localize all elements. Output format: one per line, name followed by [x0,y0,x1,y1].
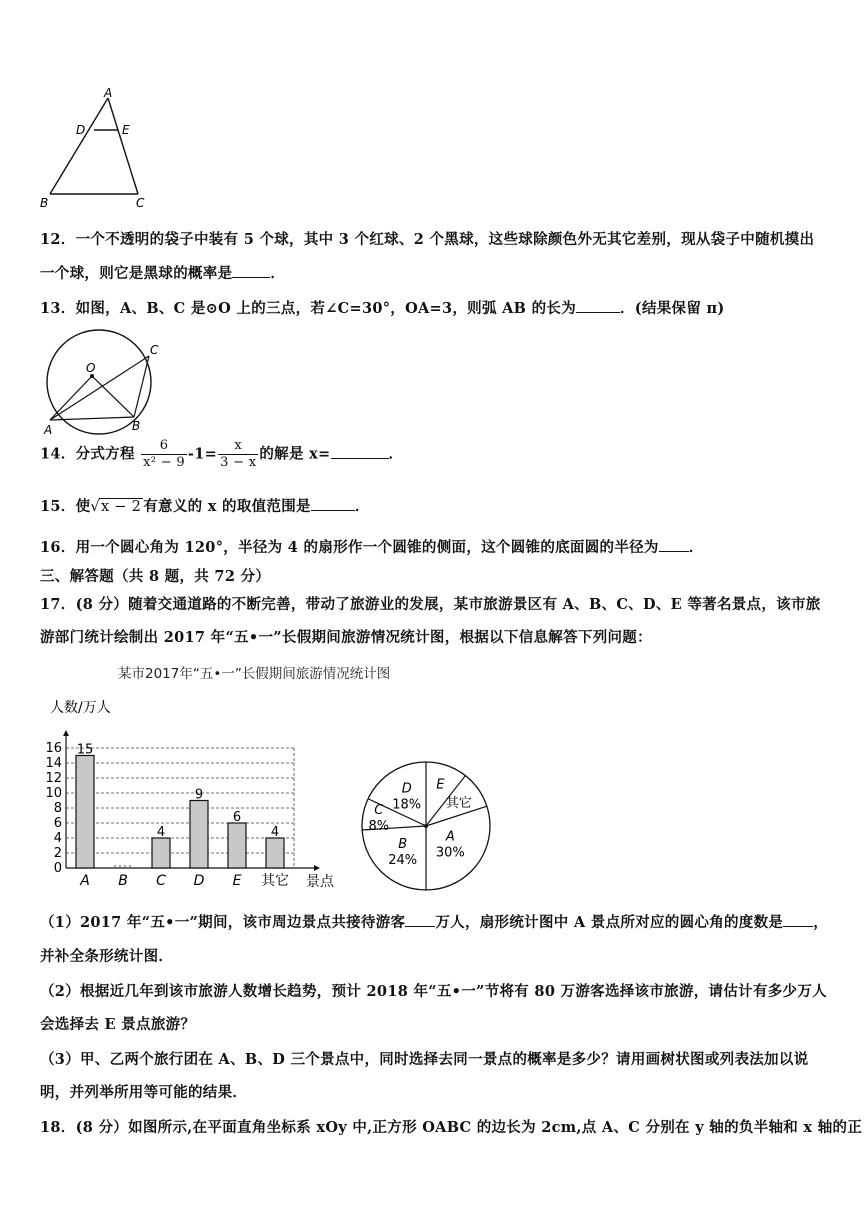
bar-其它 [266,838,284,868]
slice-label-E: E [436,777,445,793]
y-axis-arrow [63,730,69,736]
q16-answer-blank[interactable] [659,539,689,552]
slice-label-C: C [374,803,384,819]
q12-line2: 一个球，则它是黑球的概率是 ． [40,265,286,282]
label-d: D [76,123,86,137]
x-axis-arrow [314,865,320,871]
slice-label-B: B [398,836,408,852]
slice-label-D: D [401,781,412,797]
y-tick-label: 14 [45,756,62,771]
triangle-figure [36,88,156,212]
chart-title: 某市2017年“五•一”长假期间旅游情况统计图 [118,666,391,682]
q17-blank-visitors[interactable] [405,914,435,927]
q14-answer-blank[interactable] [331,446,389,459]
label-c: C [150,343,159,357]
x-tick-label: 其它 [261,873,289,889]
y-tick-label: 2 [53,846,62,861]
q12-answer-blank[interactable] [232,265,270,278]
bar-C [152,838,170,868]
slice-label-其它: 其它 [445,796,472,812]
q17-line2: 游部门统计绘制出 2017 年“五•一”长假期间旅游情况统计图，根据以下信息解答下列问题： [40,629,652,646]
label-c: C [136,196,145,210]
label-b: B [40,196,49,210]
label-b: B [132,419,141,433]
y-tick-label: 4 [53,831,62,846]
x-tick-label: A [80,873,90,889]
data-label: 4 [270,825,280,840]
label-o: O [86,361,96,375]
q15-line: 15．使√x − 2 有意义的 x 的取值范围是 ． [40,498,370,515]
y-tick-label: 10 [45,786,62,801]
bar-E [228,823,246,868]
q13-answer-blank[interactable] [576,300,620,313]
q15-answer-blank[interactable] [311,498,355,511]
x-axis-label: 景点 [306,874,334,890]
circle-figure [36,326,166,436]
q18-line1: 18．(8 分）如图所示,在平面直角坐标系 xOy 中,正方形 OABC 的边长为 2cm,点 A、C 分别在 y 轴的负半轴和 x 轴的正 [40,1119,863,1136]
q17-p1: （1）2017 年“五•一”期间，该市周边景点共接待游客 万人，扇形统计图中 A 景点所对应的圆心角的度数是 ， [40,914,829,931]
bar-A [76,756,94,869]
label-a: A [44,423,53,436]
bar-chart [36,692,356,892]
pie-center [424,824,428,828]
x-tick-label: E [232,873,242,889]
q17-line1: 17．(8 分）随着交通道路的不断完善，带动了旅游业的发展，某市旅游景区有 A、B、C、D、E 等著名景点，该市旅 [40,596,821,613]
fraction-1: $\frac{6}{\text{x² − 9}}$ [143,438,185,470]
fraction-2: $\frac{x}{3 - x}$ [220,438,257,470]
data-label: 9 [194,787,204,803]
q17-p2-line1: （2）根据近几年到该市旅游人数增长趋势，预计 2018 年“五•一”节将有 80 万游客选择该市旅游，请估计有多少万人 [40,983,827,1000]
q17-p3-line2: 明，并列举所用等可能的结果． [40,1084,248,1101]
sqrt-expression: x − 2 [100,499,142,515]
q12-text: 一个球，则它是黑球的概率是 [40,265,233,282]
x-tick-label: B [118,873,128,889]
slice-pct-D: 18% [392,797,422,813]
label-a: A [104,88,113,100]
y-tick-label: 0 [53,861,62,876]
slice-pct-C: 8% [368,819,390,835]
q17-p3-line1: （3）甲、乙两个旅行团在 A、B、D 三个景点中，同时选择去同一景点的概率是多少？请用画树状图或列表法加以说 [40,1051,809,1068]
q13-text: 13．如图，A、B、C 是⊙O 上的三点，若∠C=30°，OA=3，则弧 AB 的长为 [40,300,576,317]
x-tick-label: C [156,873,166,889]
y-tick-label: 6 [53,816,62,831]
data-label: 4 [156,825,166,840]
y-tick-label: 8 [53,801,62,816]
q16-line: 16．用一个圆心角为 120°，半径为 4 的扇形作一个圆锥的侧面，这个圆锥的底面圆的半径为 ． [40,539,704,556]
x-tick-label: D [193,873,205,889]
slice-pct-B: 24% [388,852,418,868]
slice-pct-A: 30% [435,845,465,861]
pie-chart [356,756,496,896]
y-axis-label: 人数/万人 [50,700,111,716]
data-label: 6 [232,810,242,825]
q17-p1-line2: 并补全条形统计图． [40,948,174,965]
y-tick-label: 16 [45,741,62,756]
q17-blank-angle[interactable] [783,914,813,927]
label-e: E [122,123,130,137]
slice-label-A: A [445,829,455,845]
q12-line1: 12．一个不透明的袋子中装有 5 个球，其中 3 个红球、2 个黑球，这些球除颜色外无其它差别，现从袋子中随机摸出 [40,231,815,248]
bar-D [190,801,208,869]
data-label: 15 [76,742,94,758]
section-heading: 三、解答题（共 8 题，共 72 分） [40,568,271,585]
q13-line: 13．如图，A、B、C 是⊙O 上的三点，若∠C=30°，OA=3，则弧 AB 的长为 ．(结果保留 π) [40,300,725,317]
q14-line: 14．分式方程 $\frac{6}{\text{x² − 9}}$ -1= $\frac{x}{3 - x}$ 的解是 x= ． [40,438,404,470]
y-tick-label: 12 [45,771,62,786]
q17-p2-line2: 会选择去 E 景点旅游？ [40,1016,196,1033]
